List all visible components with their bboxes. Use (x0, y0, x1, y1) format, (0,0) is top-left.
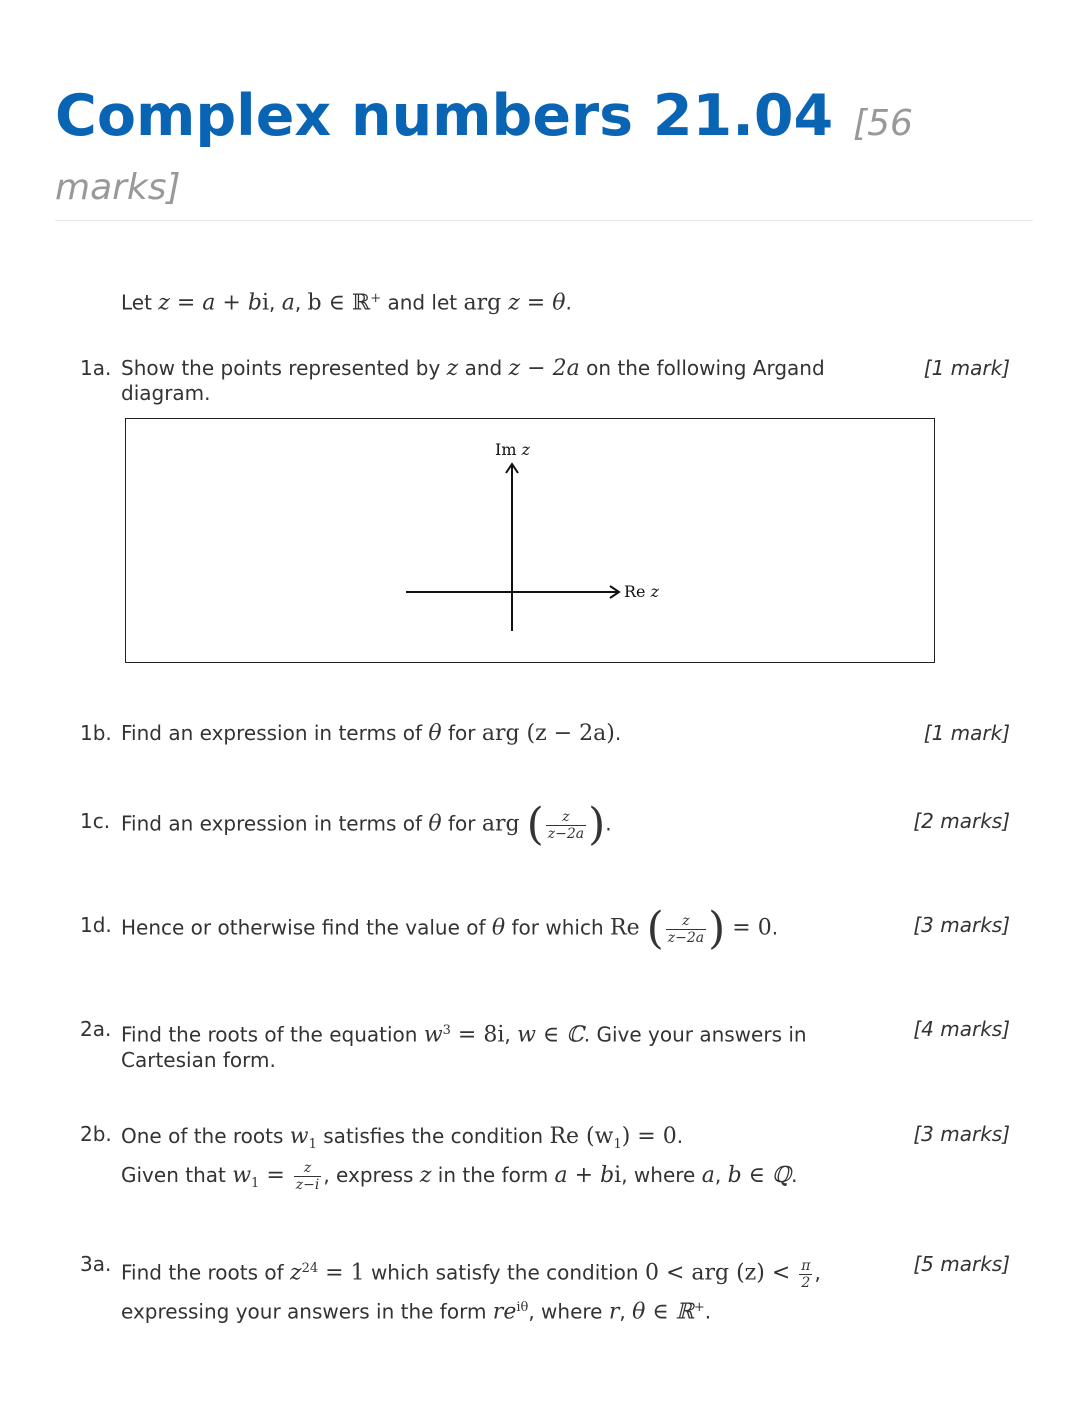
question-math: b ∈ ℚ (727, 1163, 792, 1188)
question-text-part: which satisfy the condition (364, 1260, 645, 1285)
fraction-denominator: 2 (799, 1274, 812, 1291)
question-math: i (614, 1163, 622, 1188)
total-marks: [56 marks] (55, 103, 913, 208)
fraction-numerator: π (801, 1257, 811, 1274)
question-text-part: satisfies the condition (316, 1124, 550, 1148)
question-text-part: . (605, 811, 612, 836)
intro-text: , (294, 290, 308, 315)
question-marks: [5 marks] (913, 1252, 1010, 1276)
question-text-part: Find the roots of the equation (121, 1022, 424, 1047)
question-text (121, 1124, 881, 1157)
question-math: z (419, 1163, 432, 1188)
question-math: a (701, 1163, 715, 1188)
question-math: arg (481, 811, 527, 837)
fraction-denominator: z−2a (667, 929, 705, 946)
fraction (799, 1258, 812, 1291)
question-math: Re (610, 915, 647, 941)
question-text (121, 903, 881, 954)
question-text-part: . (704, 1299, 712, 1324)
question-text-part: Given that (121, 1163, 233, 1187)
question-math: w (423, 1022, 443, 1048)
question-text-part: , (619, 1299, 633, 1324)
title-divider (55, 220, 1033, 221)
question-math: = (259, 1163, 292, 1188)
question-number: 1b. (80, 721, 112, 745)
fraction-numerator: z (682, 912, 690, 929)
question-marks: [3 marks] (913, 1122, 1010, 1146)
fraction (546, 809, 586, 842)
title-text: Complex numbers 21.04 (55, 83, 834, 149)
real-axis-label-var: z (650, 582, 660, 601)
imaginary-axis-label-var: z (521, 440, 531, 459)
question-text (121, 721, 881, 746)
fraction-denominator: z−i (295, 1177, 320, 1193)
question-text (121, 1252, 866, 1329)
right-paren: ) (708, 903, 726, 954)
question-math: w (289, 1124, 309, 1149)
intro-math: + (370, 291, 382, 306)
question-math: r (608, 1299, 620, 1325)
argand-diagram (125, 418, 935, 663)
question-math: a + b (554, 1163, 615, 1188)
question-math: = 0 (725, 915, 772, 941)
fraction-denominator: z−2a (547, 825, 585, 842)
question-math: w ∈ ℂ (517, 1022, 584, 1048)
question-text-part: for (441, 811, 482, 836)
question-math: θ (491, 915, 506, 941)
question-text-part: , expressing your answers in the form (121, 1260, 821, 1324)
question-math: z − 2a (508, 356, 580, 381)
question-math: ) = 0 (621, 1124, 677, 1149)
question-math: = 1 (318, 1260, 365, 1286)
question-text-part: in the form (431, 1163, 555, 1187)
question-math: θ ∈ ℝ (632, 1299, 694, 1325)
question-text-part: for which (505, 915, 610, 940)
question-text-part: . (614, 721, 622, 745)
intro-text: . (565, 290, 572, 315)
question-marks: [4 marks] (913, 1017, 1010, 1041)
question-text-part: . (676, 1124, 684, 1148)
argand-axes (126, 419, 936, 664)
intro-math: i (261, 290, 269, 316)
question-text-part: , (714, 1163, 728, 1187)
question-math: 3 (442, 1023, 451, 1038)
question-math: 1 (308, 1137, 317, 1152)
question-text (121, 1019, 881, 1072)
intro-text: and let (381, 290, 464, 315)
question-text-part: , express (323, 1163, 420, 1187)
question-text-part: Find an expression in terms of (121, 721, 429, 745)
question-math: θ (428, 811, 442, 837)
question-math: θ (428, 721, 442, 746)
question-math: z (290, 1260, 302, 1286)
fraction-numerator: z (562, 808, 570, 825)
question-marks: [2 marks] (913, 809, 1010, 833)
question-number: 3a. (80, 1252, 112, 1276)
question-text-part: , where (621, 1163, 702, 1187)
fraction (666, 913, 706, 946)
right-paren: ) (588, 799, 606, 850)
question-math: 0 < arg (z) < (644, 1260, 798, 1286)
imaginary-axis-label-text: Im (495, 440, 517, 459)
question-text-part: , (504, 1022, 518, 1047)
question-text-part: One of the roots (121, 1124, 290, 1148)
question-text-part: and (458, 356, 509, 380)
question-text-part: for (441, 721, 482, 745)
question-math: Re (w (549, 1124, 614, 1149)
question-number: 1a. (80, 356, 112, 380)
fraction (294, 1160, 322, 1193)
question-text-part: Find the roots of (121, 1260, 291, 1285)
question-text-part: Show the points represented by (121, 356, 447, 380)
question-math: 24 (301, 1261, 319, 1276)
question-text-part: Hence or otherwise find the value of (121, 915, 492, 940)
intro-math: z = θ (508, 290, 566, 316)
question-math: 1 (251, 1176, 260, 1191)
question-math: re (492, 1299, 517, 1325)
question-marks: [3 marks] (913, 913, 1010, 937)
question-text (121, 356, 881, 405)
intro-math: b ∈ ℝ (307, 290, 371, 316)
question-number: 1d. (80, 913, 112, 937)
question-math: iθ (516, 1299, 529, 1315)
intro-math: z = a + b (158, 290, 262, 316)
question-math: arg (z − 2a) (481, 721, 615, 746)
imaginary-axis-label (495, 440, 531, 459)
question-math: w (232, 1163, 252, 1188)
real-axis-label (624, 582, 660, 601)
question-math: z (446, 356, 459, 381)
question-marks: [1 mark] (923, 721, 1010, 745)
question-math: + (693, 1299, 705, 1315)
left-paren: ( (646, 903, 664, 954)
question-math: = 8i (450, 1022, 505, 1048)
question-text-part: on the following Argand diagram. (121, 356, 825, 405)
question-number: 2b. (80, 1122, 112, 1146)
question-marks: [1 mark] (923, 356, 1010, 380)
real-axis-label-text: Re (624, 582, 646, 601)
fraction-numerator: z (303, 1160, 312, 1176)
question-text-part: , where (528, 1299, 609, 1324)
question-text (121, 799, 881, 850)
intro-math: a (281, 290, 295, 316)
intro-statement (121, 284, 572, 319)
question-text-part: Find an expression in terms of (121, 811, 429, 836)
left-paren: ( (526, 799, 544, 850)
question-math: 1 (613, 1137, 622, 1152)
intro-math: arg (463, 290, 509, 316)
question-number: 1c. (80, 809, 111, 833)
question-text-part: . (771, 915, 779, 940)
question-text-part: . Give your answers in Cartesian form. (121, 1022, 807, 1072)
page-title (55, 83, 1015, 216)
question-text-part: . (791, 1163, 798, 1187)
intro-text: Let (121, 290, 159, 315)
question-text-line2 (121, 1160, 881, 1196)
intro-text: , (268, 290, 282, 315)
question-number: 2a. (80, 1017, 112, 1041)
